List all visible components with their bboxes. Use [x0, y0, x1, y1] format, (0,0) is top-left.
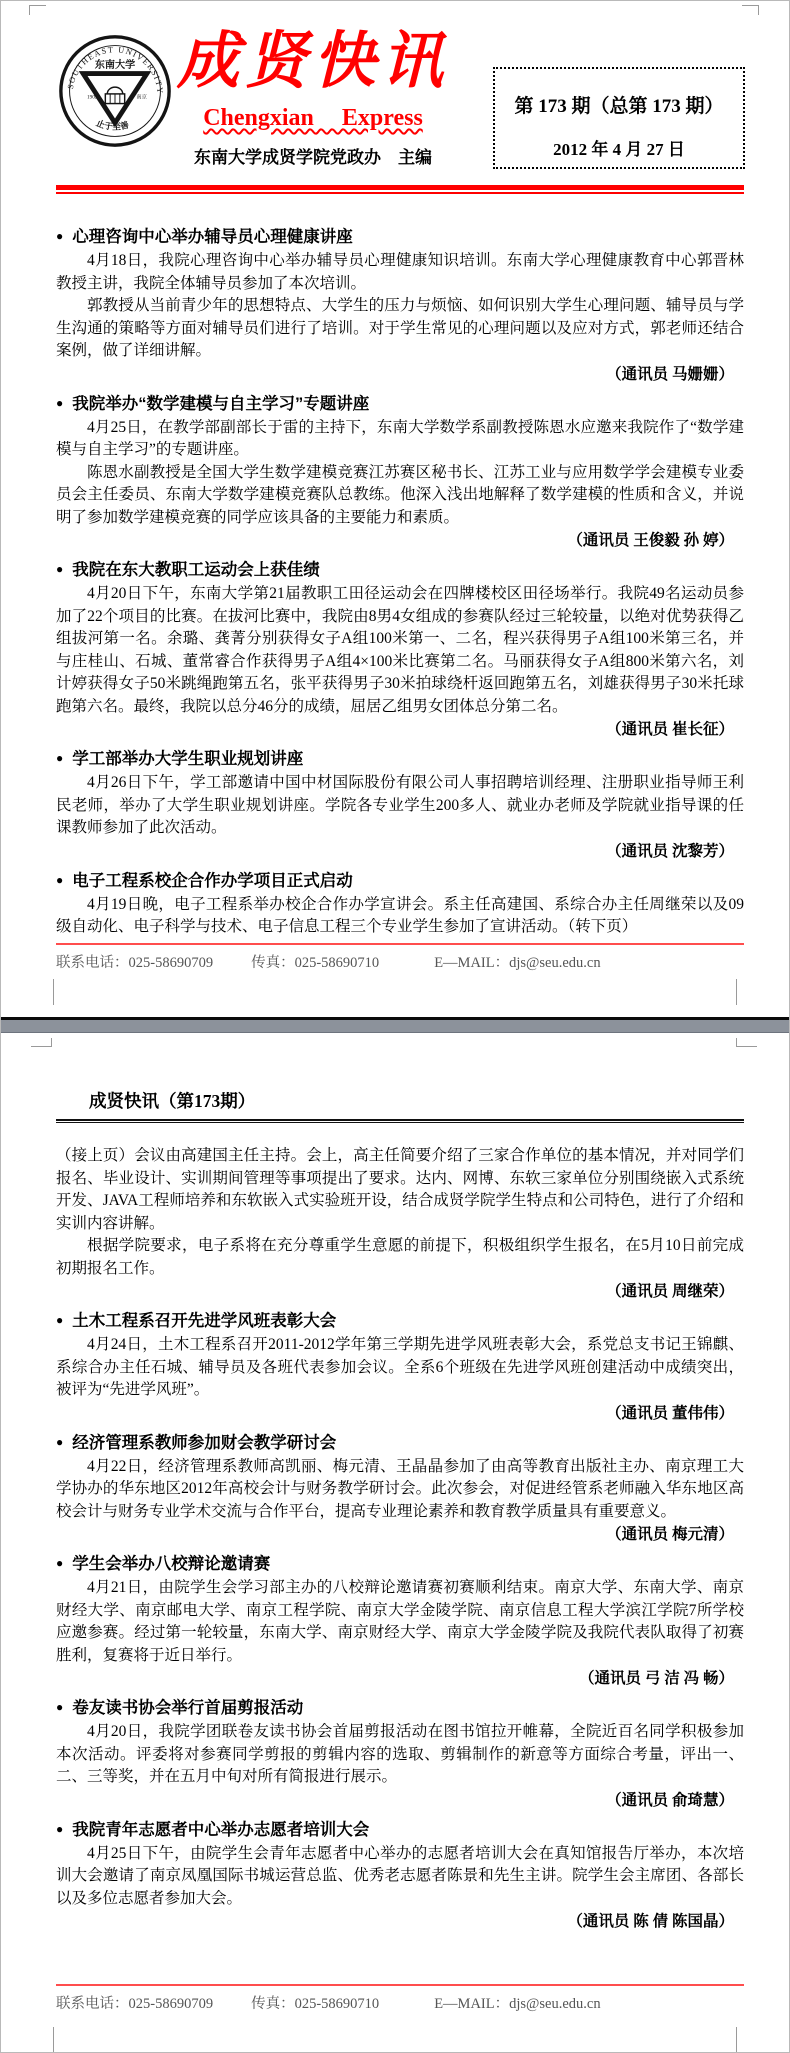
crop-mark-icon [736, 979, 737, 1005]
article-title: ● 学生会举办八校辩论邀请赛 [56, 1552, 744, 1577]
article [56, 1818, 744, 1934]
article-byline: （通讯员 董伟伟） [606, 1404, 734, 1422]
article-byline: （通讯员 沈黎芳） [606, 842, 734, 860]
page2-running-title: 成贤快讯（第173期） [89, 1091, 256, 1111]
footer-phone: 联系电话：025-58690709 [56, 1996, 214, 2012]
article-title: ● 我院举办“数学建模与自主学习”专题讲座 [56, 392, 744, 417]
header-divider [56, 185, 744, 194]
article-paragraph: 4月18日，我院心理咨询中心举办辅导员心理健康知识培训。东南大学心理健康教育中心郭晋林教授主讲，我院全体辅导员参加了本次培训。 [56, 252, 744, 292]
article-continuation [56, 1145, 744, 1303]
newsletter-title: 成贤快讯 [176, 28, 449, 96]
page-2 [1, 1033, 789, 2053]
crop-mark-icon [53, 2027, 54, 2052]
page2-header [1, 1033, 789, 1123]
article-byline: （通讯员 周继荣） [606, 1283, 734, 1300]
masthead [1, 1, 789, 186]
article [56, 1696, 744, 1812]
article-paragraph: （接上页）会议由高建国主任主持。会上，高主任简要介绍了三家合作单位的基本情况，并对同学们报名、毕业设计、实训期间管理等事项提出了要求。达内、网博、东软三家单位分别围绕嵌入式系统开发、JAVA工程师培养和东软嵌入式实验班开设，结合成贤学院学生特点和公司特色，进行了介绍和实训内容讲解。 [56, 1147, 744, 1232]
article-paragraph: 4月25日，在教学部副部长于雷的主持下，东南大学数学系副教授陈恩水应邀来我院作了“数学建模与自主学习”的专题讲座。 [56, 418, 744, 458]
footer-phone: 联系电话：025-58690709 [56, 955, 214, 971]
page-break-bar [1, 1017, 789, 1033]
page1-footer [56, 943, 744, 973]
newsletter-subtitle: Chengxian Express [203, 105, 423, 131]
article-paragraph: 4月26日下午，学工部邀请中国中材国际股份有限公司人事招聘培训经理、注册职业指导师王利民老师，举办了大学生职业规划讲座。学院各专业学生200多人、就业办老师及学院就业指导课的任课教师参加了此次活动。 [56, 774, 744, 836]
seal-year: 1902 [86, 94, 98, 101]
article-title: ● 卷友读书协会举行首届剪报活动 [56, 1696, 744, 1721]
page2-footer [56, 1984, 744, 2014]
crop-mark-icon [31, 1038, 52, 1047]
issue-number: 第 173 期（总第 173 期） [514, 96, 724, 117]
page2-articles [1, 1123, 789, 1933]
article [56, 1431, 744, 1547]
article-paragraph: 根据学院要求，电子系将在充分尊重学生意愿的前提下，积极组织学生报名，在5月10日前完成初期报名工作。 [56, 1237, 744, 1277]
article-byline: （通讯员 俞琦慧） [606, 1791, 734, 1809]
university-seal-icon [57, 33, 173, 154]
article [56, 225, 744, 386]
footer-email: E—MAIL：djs@seu.edu.cn [434, 955, 601, 971]
footer-fax: 传真：025-58690710 [251, 955, 380, 971]
seal-motto: 止于至善 [94, 117, 130, 132]
article-title: ● 学工部举办大学生职业规划讲座 [56, 747, 744, 772]
issue-date-box [493, 67, 745, 169]
article-byline: （通讯员 梅元清） [606, 1526, 734, 1543]
article-paragraph: 4月24日，土木工程系召开2011-2012学年第三学期先进学风班表彰大会，系党总支书记王锦麒、系综合办主任石城、辅导员及各班代表参加会议。全系6个班级在先进学风班创建活动中成绩突出，被评为“先进学风班”。 [56, 1336, 744, 1398]
article-paragraph: 郭教授从当前青少年的思想特点、大学生的压力与烦恼、如何识别大学生心理问题、辅导员与学生沟通的策略等方面对辅导员们进行了培训。对于学生常见的心理问题以及应对方式，郭老师还结合案例，做了详细讲解。 [56, 297, 744, 359]
footer-divider [56, 1984, 744, 1986]
article-title: ● 心理咨询中心举办辅导员心理健康讲座 [56, 225, 744, 250]
article-title: ● 我院在东大教职工运动会上获佳绩 [56, 558, 744, 583]
article-title: ● 经济管理系教师参加财会教学研讨会 [56, 1431, 744, 1456]
article-paragraph: 4月21日，由院学生会学习部主办的八校辩论邀请赛初赛顺利结束。南京大学、东南大学、南京财经大学、南京邮电大学、南京工程学院、南京大学金陵学院、南京信息工程大学滨江学院7所学校应邀参赛。经过第一轮较量，东南大学、南京财经大学、南京大学金陵学院及我院代表队取得了初赛胜利，复赛将于近日举行。 [56, 1579, 744, 1664]
article-title: ● 土木工程系召开先进学风班表彰大会 [56, 1309, 744, 1334]
masthead-text-block [173, 25, 453, 168]
page1-articles [1, 186, 789, 939]
page-1 [1, 1, 789, 1017]
footer-email: E—MAIL：djs@seu.edu.cn [434, 1996, 601, 2012]
article [56, 558, 744, 741]
article [56, 1309, 744, 1425]
footer-divider [56, 943, 744, 945]
article [56, 1552, 744, 1690]
seal-building-icon [105, 87, 124, 103]
article-paragraph: 陈恩水副教授是全国大学生数学建模竞赛江苏赛区秘书长、江苏工业与应用数学学会建模专业委员会主任委员、东南大学数学建模竞赛队总教练。他深入浅出地解释了数学建模的性质和含义，并说明了参加数学建模竞赛的同学应该具备的主要能力和素质。 [56, 463, 744, 526]
page2-header-rule [56, 1119, 744, 1121]
article-byline: （通讯员 陈 倩 陈国晶） [567, 1913, 734, 1930]
article-paragraph: 4月25日下午，由院学生会青年志愿者中心举办的志愿者培训大会在真知馆报告厅举办，本次培训大会邀请了南京凤凰国际书城运营总监、优秀老志愿者陈景和先生主讲。院学生会主席团、各部长以及多位志愿者参加大会。 [56, 1844, 744, 1907]
article-title: ● 我院青年志愿者中心举办志愿者培训大会 [56, 1818, 744, 1843]
article [56, 869, 744, 939]
footer-contact [56, 953, 744, 973]
article-title: ● 电子工程系校企合作办学项目正式启动 [56, 869, 744, 894]
crop-mark-icon [53, 979, 54, 1005]
editor-line: 东南大学成贤学院党政办 主编 [194, 148, 432, 167]
article [56, 747, 744, 863]
article-paragraph: 4月19日晚，电子工程系举办校企合作办学宣讲会。系主任高建国、系综合办主任周继荣以及09级自动化、电子科学与技术、电子信息工程三个专业学生参加了宣讲活动。（转下页） [56, 895, 744, 935]
seal-city: 南京 [136, 94, 147, 101]
crop-mark-icon [736, 2027, 737, 2052]
issue-date: 2012 年 4 月 27 日 [553, 140, 685, 159]
footer-fax: 传真：025-58690710 [251, 1996, 380, 2012]
article-paragraph: 4月20日，我院学团联卷友读书协会首届剪报活动在图书馆拉开帷幕，全院近百名同学积极参加本次活动。评委将对参赛同学剪报的剪辑内容的选取、剪辑制作的新意等方面综合考量，评出一、二、三等奖，并在五月中旬对所有简报进行展示。 [56, 1723, 744, 1785]
article-byline: （通讯员 弓 洁 冯 畅） [578, 1670, 734, 1687]
article-byline: （通讯员 王俊毅 孙 婷） [567, 532, 734, 549]
article [56, 392, 744, 553]
article-byline: （通讯员 崔长征） [606, 721, 734, 738]
footer-contact [56, 1994, 744, 2014]
crop-mark-icon [736, 1038, 757, 1047]
article-paragraph: 4月20日下午，东南大学第21届教职工田径运动会在四牌楼校区田径场举行。我院49名运动员参加了22个项目的比赛。在拔河比赛中，我院由8男4女组成的参赛队经过三轮较量，以绝对优势获得乙组拔河第一名。余璐、龚菁分别获得女子A组100米第一、二名，程兴获得男子A组100米第三名，并与庄桂山、石城、董常睿合作获得男子A组4×100米比赛第二名。马丽获得女子A组800米第六名，刘计婷获得女子50米跳绳跑第五名，张平获得男子30米拍球绕杆返回跑第五名，刘雄获得男子30米托球跑第六名。最终，我院以总分46分的成绩，屈居乙组男女团体总分第二名。 [56, 585, 744, 715]
seal-center-text: 东南大学 [94, 59, 136, 71]
seal-ring-text: SOUTHEAST UNIVERSITY [65, 45, 165, 96]
article-byline: （通讯员 马姗姗） [606, 365, 734, 383]
article-paragraph: 4月22日，经济管理系教师高凯丽、梅元清、王晶晶参加了由高等教育出版社主办、南京理工大学协办的华东地区2012年高校会计与财务教学研讨会。此次参会，对促进经管系老师融入华东地区高校会计与财务专业学术交流与合作平台，提高专业理论素养和教育教学质量具有重要意义。 [56, 1457, 744, 1520]
